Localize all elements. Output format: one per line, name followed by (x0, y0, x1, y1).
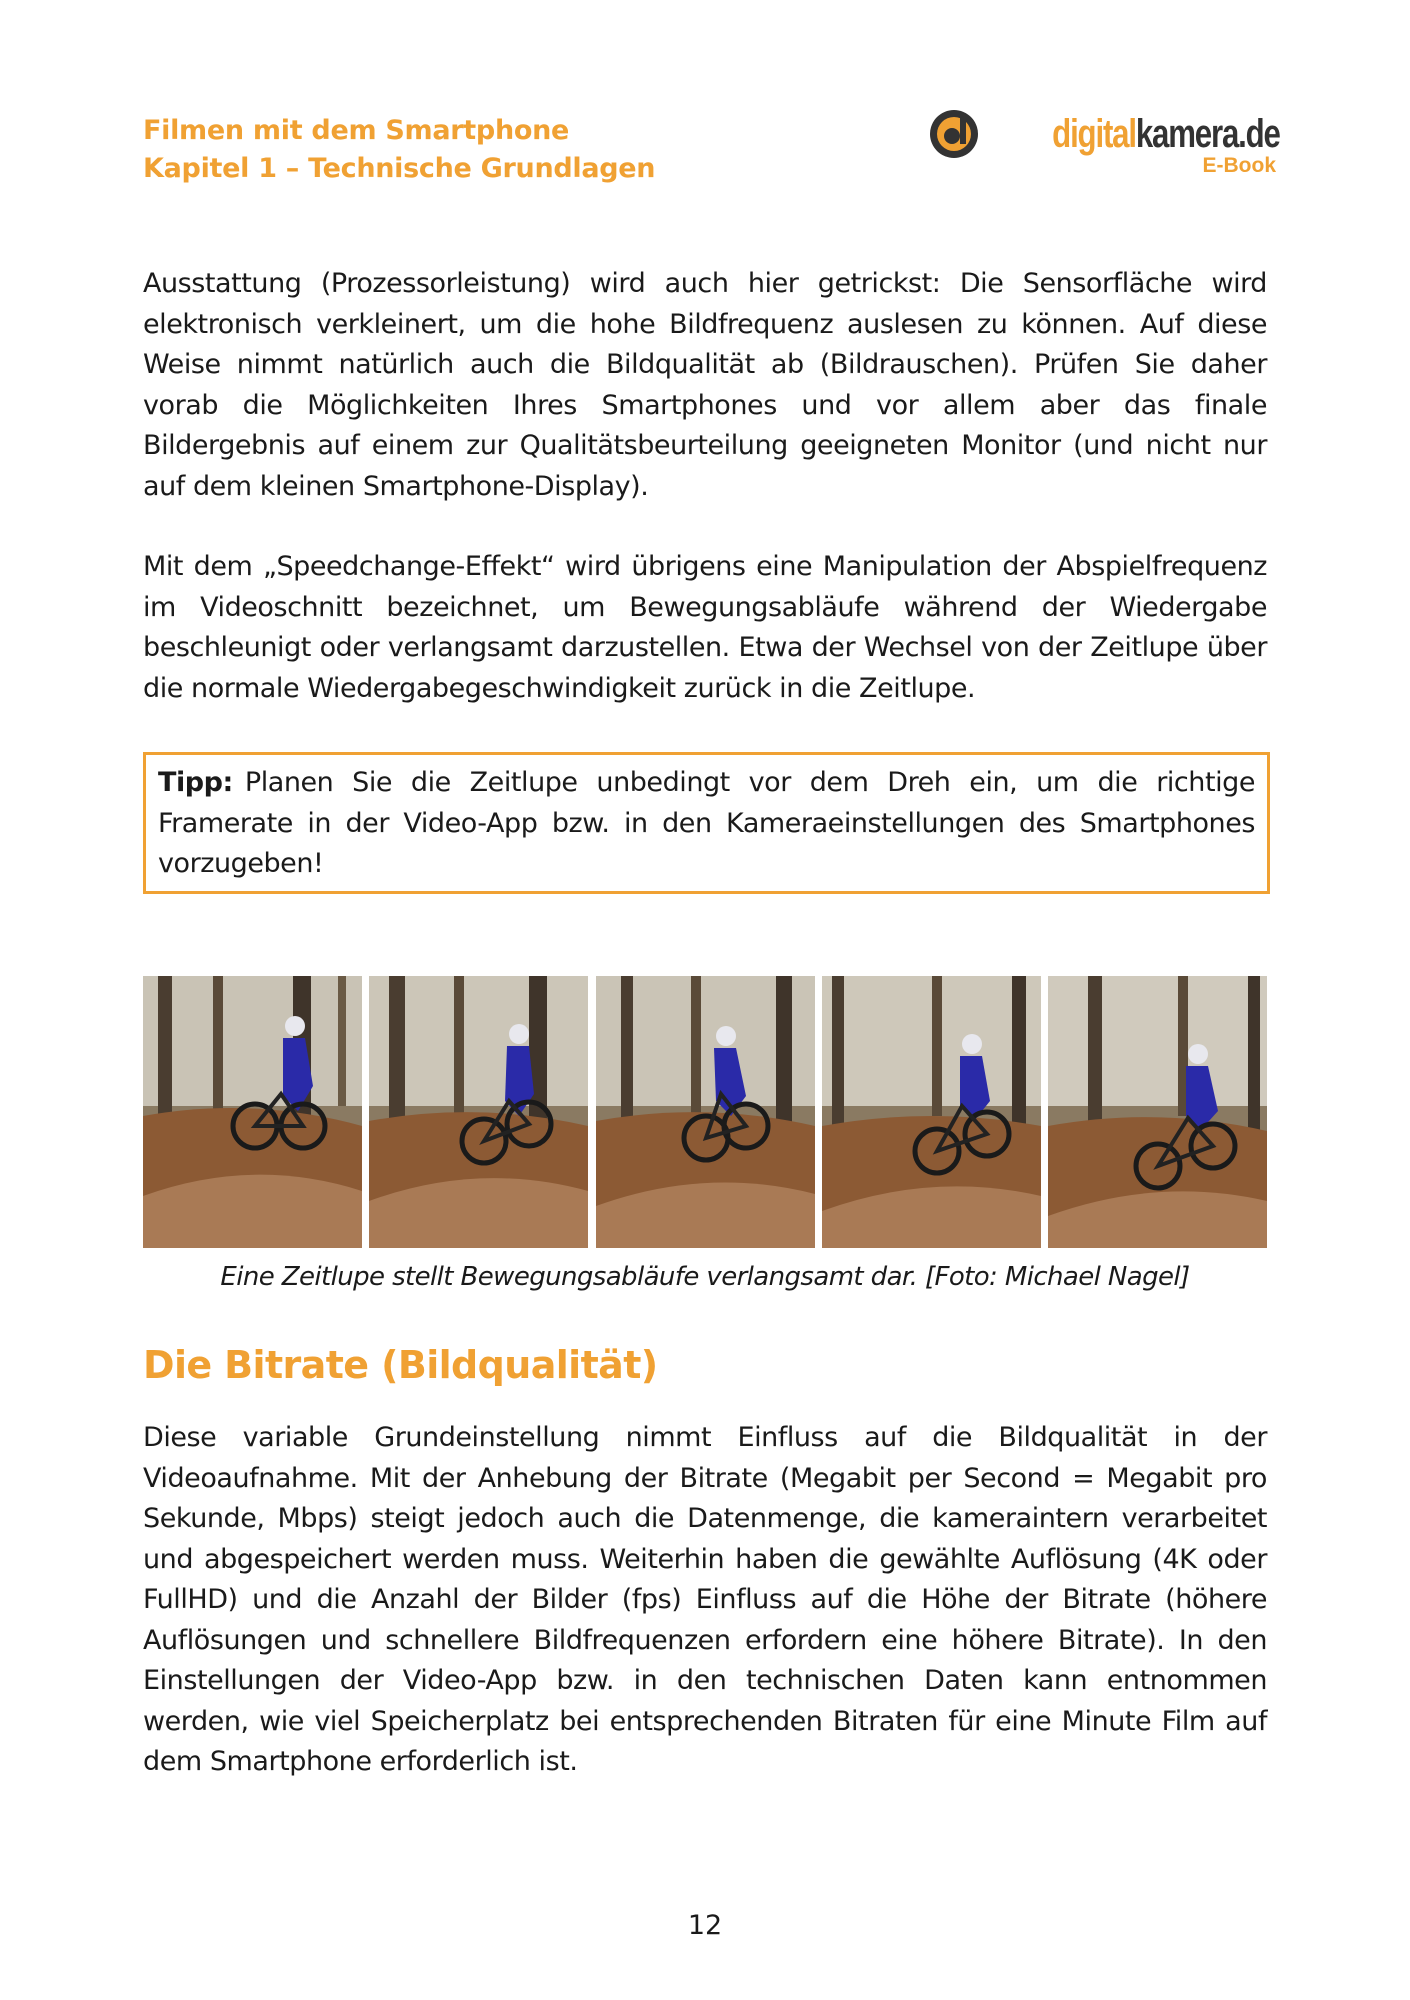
photo-frame-3 (596, 976, 815, 1248)
tip-text: Planen Sie die Zeitlupe unbedingt vor dem Dreh ein, um die richtige Framerate in der Video-App bzw. in den Kameraeinstellungen des Smartphones vorzugeben! (158, 767, 1255, 879)
page-number: 12 (687, 1910, 723, 1941)
tip-label: Tipp: (158, 767, 233, 798)
photo-frame-1 (143, 976, 362, 1248)
header-chapter: Kapitel 1 – Technische Grundlagen (143, 153, 656, 184)
logo-ebook-label: E-Book (1202, 154, 1276, 177)
photo-frame-5 (1048, 976, 1267, 1248)
photo-frame-4 (822, 976, 1041, 1248)
logo-brand-a: digital (1052, 112, 1137, 156)
paragraph-1: Ausstattung (Prozessorleistung) wird auch hier getrickst: Die Sensorfläche wird elektronisch verkleinert, um die hohe Bildfrequenz auslesen zu können. Auf diese Weise nimmt natürlich auch die Bildqualität ab (Bildrauschen). Prüfen Sie daher vorab die Möglichkeiten Ihres Smartphones und vor allem aber das finale Bildergebnis auf einem zur Qualitätsbeurteilung geeigneten Monitor (und nicht nur auf dem kleinen Smartphone-Display). (143, 268, 1267, 502)
photo-frame-2 (369, 976, 588, 1248)
section-heading: Die Bitrate (Bildqualität) (143, 1343, 658, 1387)
tip-box (143, 752, 1270, 894)
publisher-logo (928, 108, 1280, 178)
logo-d-icon (928, 108, 980, 160)
figure-caption: Eine Zeitlupe stellt Bewegungsabläufe verlangsamt dar. [Foto: Michael Nagel] (220, 1262, 1190, 1292)
photo-sequence (143, 976, 1267, 1248)
logo-brand-b: kamera.de (1136, 112, 1280, 156)
paragraph-3: Diese variable Grundeinstellung nimmt Einfluss auf die Bildqualität in der Videoaufnahme. Mit der Anhebung der Bitrate (Megabit per Second = Megabit pro Sekunde, Mbps) steigt jedoch auch die Datenmenge, die kameraintern verarbeitet und abgespeichert werden muss. Weiterhin haben die gewählte Auflösung (4K oder FullHD) und die Anzahl der Bilder (fps) Einfluss auf die Höhe der Bitrate (höhere Auflösungen und schnellere Bildfrequenzen erfordern eine höhere Bitrate). In den Einstellungen der Video-App bzw. in den technischen Daten kann entnommen werden, wie viel Speicherplatz bei entsprechenden Bitraten für eine Minute Film auf dem Smartphone erforderlich ist. (143, 1422, 1267, 1777)
logo-wordmark (1052, 108, 1280, 160)
paragraph-2: Mit dem „Speedchange-Effekt“ wird übrigens eine Manipulation der Abspielfrequenz im Videoschnitt bezeichnet, um Bewegungsabläufe während der Wiedergabe beschleunigt oder verlangsamt darzustellen. Etwa der Wechsel von der Zeitlupe über die normale Wiedergabegeschwindigkeit zurück in die Zeitlupe. (143, 551, 1267, 704)
running-header (143, 112, 655, 188)
header-title: Filmen mit dem Smartphone (143, 115, 570, 146)
